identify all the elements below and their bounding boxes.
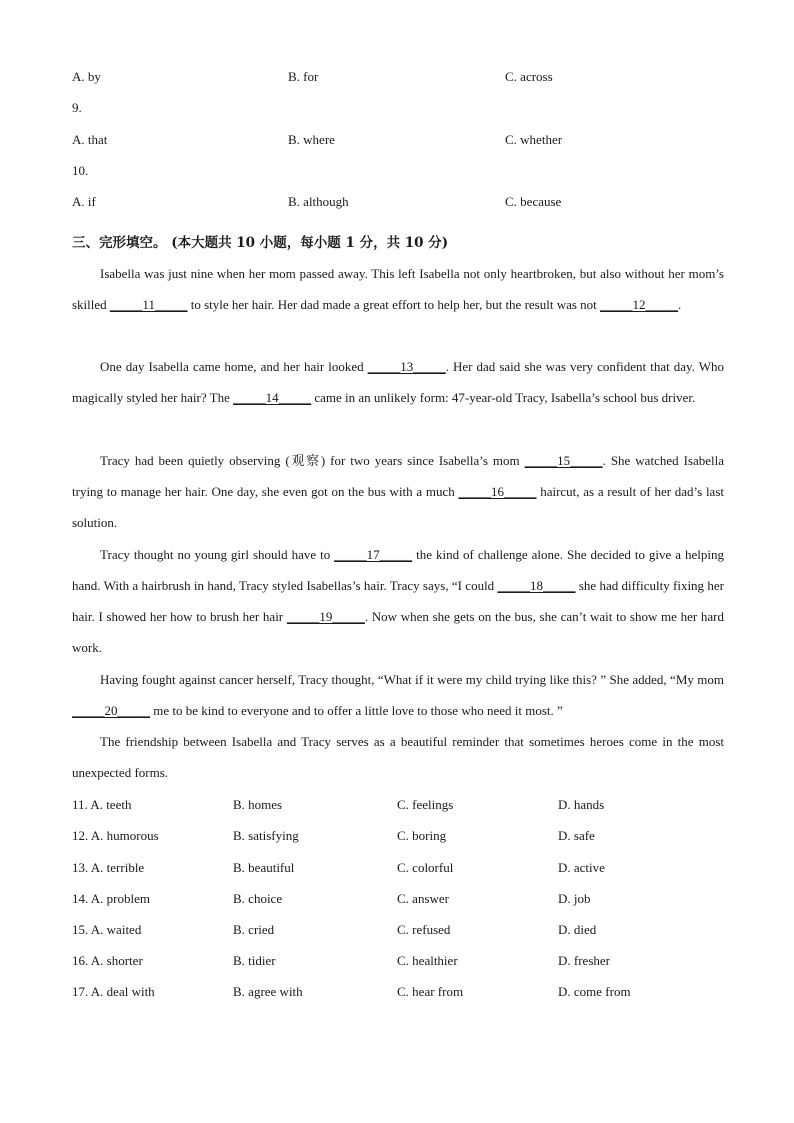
option-a: 16. A. shorter — [72, 953, 143, 968]
passage-text: . Now when she gets on the bus, she can’t wait to show me her hard work. — [72, 609, 724, 655]
blank-13: _____13_____ — [367, 359, 446, 374]
passage-text: Having fought against cancer herself, Tracy thought, “What if it were my child trying like this? ” She added, “My mom — [100, 672, 724, 687]
passage-text: me to be kind to everyone and to offer a little love to those who need it most. ” — [150, 703, 563, 718]
blank-11: _____11_____ — [109, 297, 188, 312]
passage-text: Tracy thought no young girl should have to — [100, 547, 335, 562]
passage-text: . She watched Isabella trying to manage her hair. One day, she even got on the bus with a much — [72, 453, 725, 499]
option-a: A. that — [72, 132, 108, 147]
option-c: C. refused — [397, 922, 451, 937]
option-d: D. safe — [558, 828, 595, 843]
passage-paragraph-1 — [72, 258, 724, 320]
passage-text: . — [678, 297, 682, 312]
passage-text: came in an unlikely form: 47-year-old Tracy, Isabella’s school bus driver. — [311, 390, 696, 405]
option-d: D. active — [558, 860, 605, 875]
blank-17: _____17_____ — [334, 547, 413, 562]
passage-text: to style her hair. Her dad made a great effort to help her, but the result was not — [187, 297, 601, 312]
option-c: C. colorful — [397, 860, 454, 875]
passage-paragraph-2 — [72, 351, 724, 413]
option-b: B. satisfying — [233, 828, 299, 843]
option-a: 12. A. humorous — [72, 828, 159, 843]
option-d: D. come from — [558, 984, 631, 999]
option-a: 13. A. terrible — [72, 860, 145, 875]
passage-text: Tracy had been quietly observing (观察) for two years since Isabella’s mom — [100, 453, 525, 468]
option-b: B. where — [288, 132, 335, 147]
option-b: B. for — [288, 69, 319, 84]
option-c: C. answer — [397, 891, 449, 906]
passage-paragraph-4 — [72, 539, 724, 663]
blank-14: _____14_____ — [233, 390, 312, 405]
blank-15: _____15_____ — [524, 453, 603, 468]
passage-text: she had difficulty fixing her hair. I showed her how to brush her hair — [72, 578, 724, 624]
option-b: B. cried — [233, 922, 275, 937]
option-b: B. choice — [233, 891, 283, 906]
passage-text: Isabella was just nine when her mom passed away. This left Isabella not only heartbroken, but also without her mom’s skilled — [72, 266, 724, 312]
passage-text: One day Isabella came home, and her hair looked — [100, 359, 368, 374]
option-a: A. if — [72, 194, 96, 209]
option-a: A. by — [72, 69, 101, 84]
option-a: 11. A. teeth — [72, 797, 132, 812]
option-b: B. homes — [233, 797, 283, 812]
option-d: D. fresher — [558, 953, 610, 968]
blank-19: _____19_____ — [286, 609, 365, 624]
option-d: D. died — [558, 922, 597, 937]
option-d: D. job — [558, 891, 591, 906]
question-number: 9. — [72, 100, 82, 115]
option-b: B. beautiful — [233, 860, 295, 875]
option-c: C. whether — [505, 132, 563, 147]
option-b: B. although — [288, 194, 349, 209]
blank-16: _____16_____ — [458, 484, 537, 499]
passage-paragraph-5 — [72, 664, 724, 726]
blank-18: _____18_____ — [497, 578, 576, 593]
option-a: 15. A. waited — [72, 922, 142, 937]
option-a: 14. A. problem — [72, 891, 150, 906]
option-c: C. because — [505, 194, 562, 209]
passage-text: The friendship between Isabella and Tracy serves as a beautiful reminder that sometimes heroes come in the most unexpected forms. — [72, 734, 724, 780]
option-d: D. hands — [558, 797, 605, 812]
section-heading: 三、完形填空。 (本大题共 10 小题，每小题 1 分，共 10 分) — [72, 235, 449, 251]
option-c: C. hear from — [397, 984, 464, 999]
question-number: 10. — [72, 163, 89, 178]
option-c: C. boring — [397, 828, 447, 843]
blank-20: _____20_____ — [72, 703, 150, 718]
option-b: B. tidier — [233, 953, 276, 968]
passage-text: . Her dad said she was very confident that day. Who magically styled her hair? The — [72, 359, 724, 405]
blank-12: _____12_____ — [600, 297, 679, 312]
option-a: 17. A. deal with — [72, 984, 155, 999]
passage-text: the kind of challenge alone. She decided to give a helping hand. With a hairbrush in hand, Tracy styled Isabellas’s hair. Tracy says, “I could — [72, 547, 724, 593]
passage-paragraph-6 — [72, 726, 724, 788]
option-c: C. feelings — [397, 797, 454, 812]
option-c: C. healthier — [397, 953, 458, 968]
passage-text: haircut, as a result of her dad’s last solution. — [72, 484, 724, 530]
option-c: C. across — [505, 69, 553, 84]
passage-paragraph-3 — [72, 445, 724, 538]
option-b: B. agree with — [233, 984, 303, 999]
